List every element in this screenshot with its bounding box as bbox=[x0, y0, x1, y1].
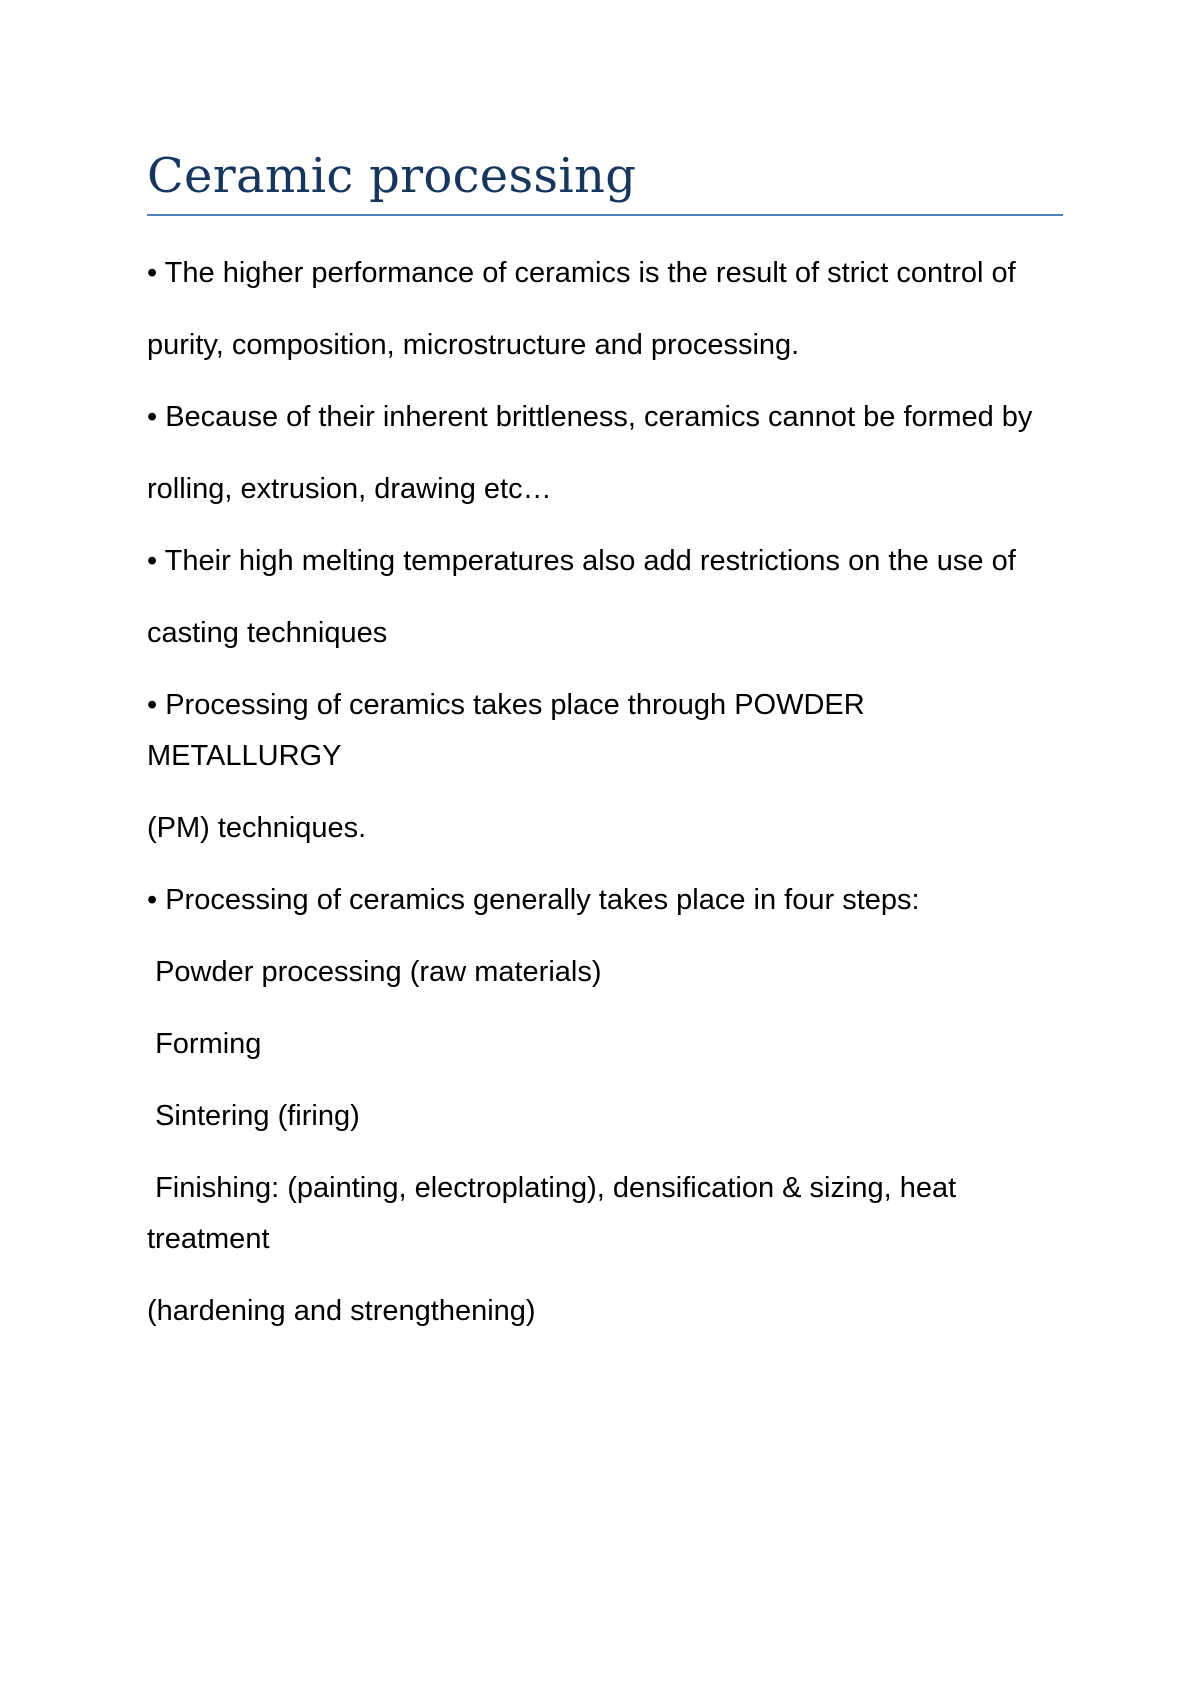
document-title: Ceramic processing bbox=[147, 148, 637, 204]
paragraph-pm-techniques: (PM) techniques. bbox=[147, 812, 367, 844]
step-forming: Forming bbox=[147, 1028, 262, 1060]
document-body bbox=[147, 248, 1067, 1358]
paragraph-rolling: rolling, extrusion, drawing etc… bbox=[147, 473, 552, 505]
step-finishing: Finishing: (painting, electroplating), densification & sizing, heat treatment bbox=[147, 1172, 965, 1255]
paragraph-melting: • Their high melting temperatures also add restrictions on the use of bbox=[147, 545, 1016, 577]
paragraph-purity: purity, composition, microstructure and processing. bbox=[147, 329, 800, 361]
paragraph-powder-metallurgy: • Processing of ceramics takes place through POWDER METALLURGY bbox=[147, 689, 873, 772]
title-underline bbox=[147, 214, 1063, 216]
paragraph-performance: • The higher performance of ceramics is the result of strict control of bbox=[147, 257, 1016, 289]
step-powder-processing: Powder processing (raw materials) bbox=[147, 956, 602, 988]
paragraph-brittleness: • Because of their inherent brittleness, ceramics cannot be formed by bbox=[147, 401, 1033, 433]
paragraph-hardening: (hardening and strengthening) bbox=[147, 1295, 536, 1327]
step-sintering: Sintering (firing) bbox=[147, 1100, 360, 1132]
paragraph-four-steps: • Processing of ceramics generally takes place in four steps: bbox=[147, 884, 920, 916]
paragraph-casting: casting techniques bbox=[147, 617, 388, 649]
